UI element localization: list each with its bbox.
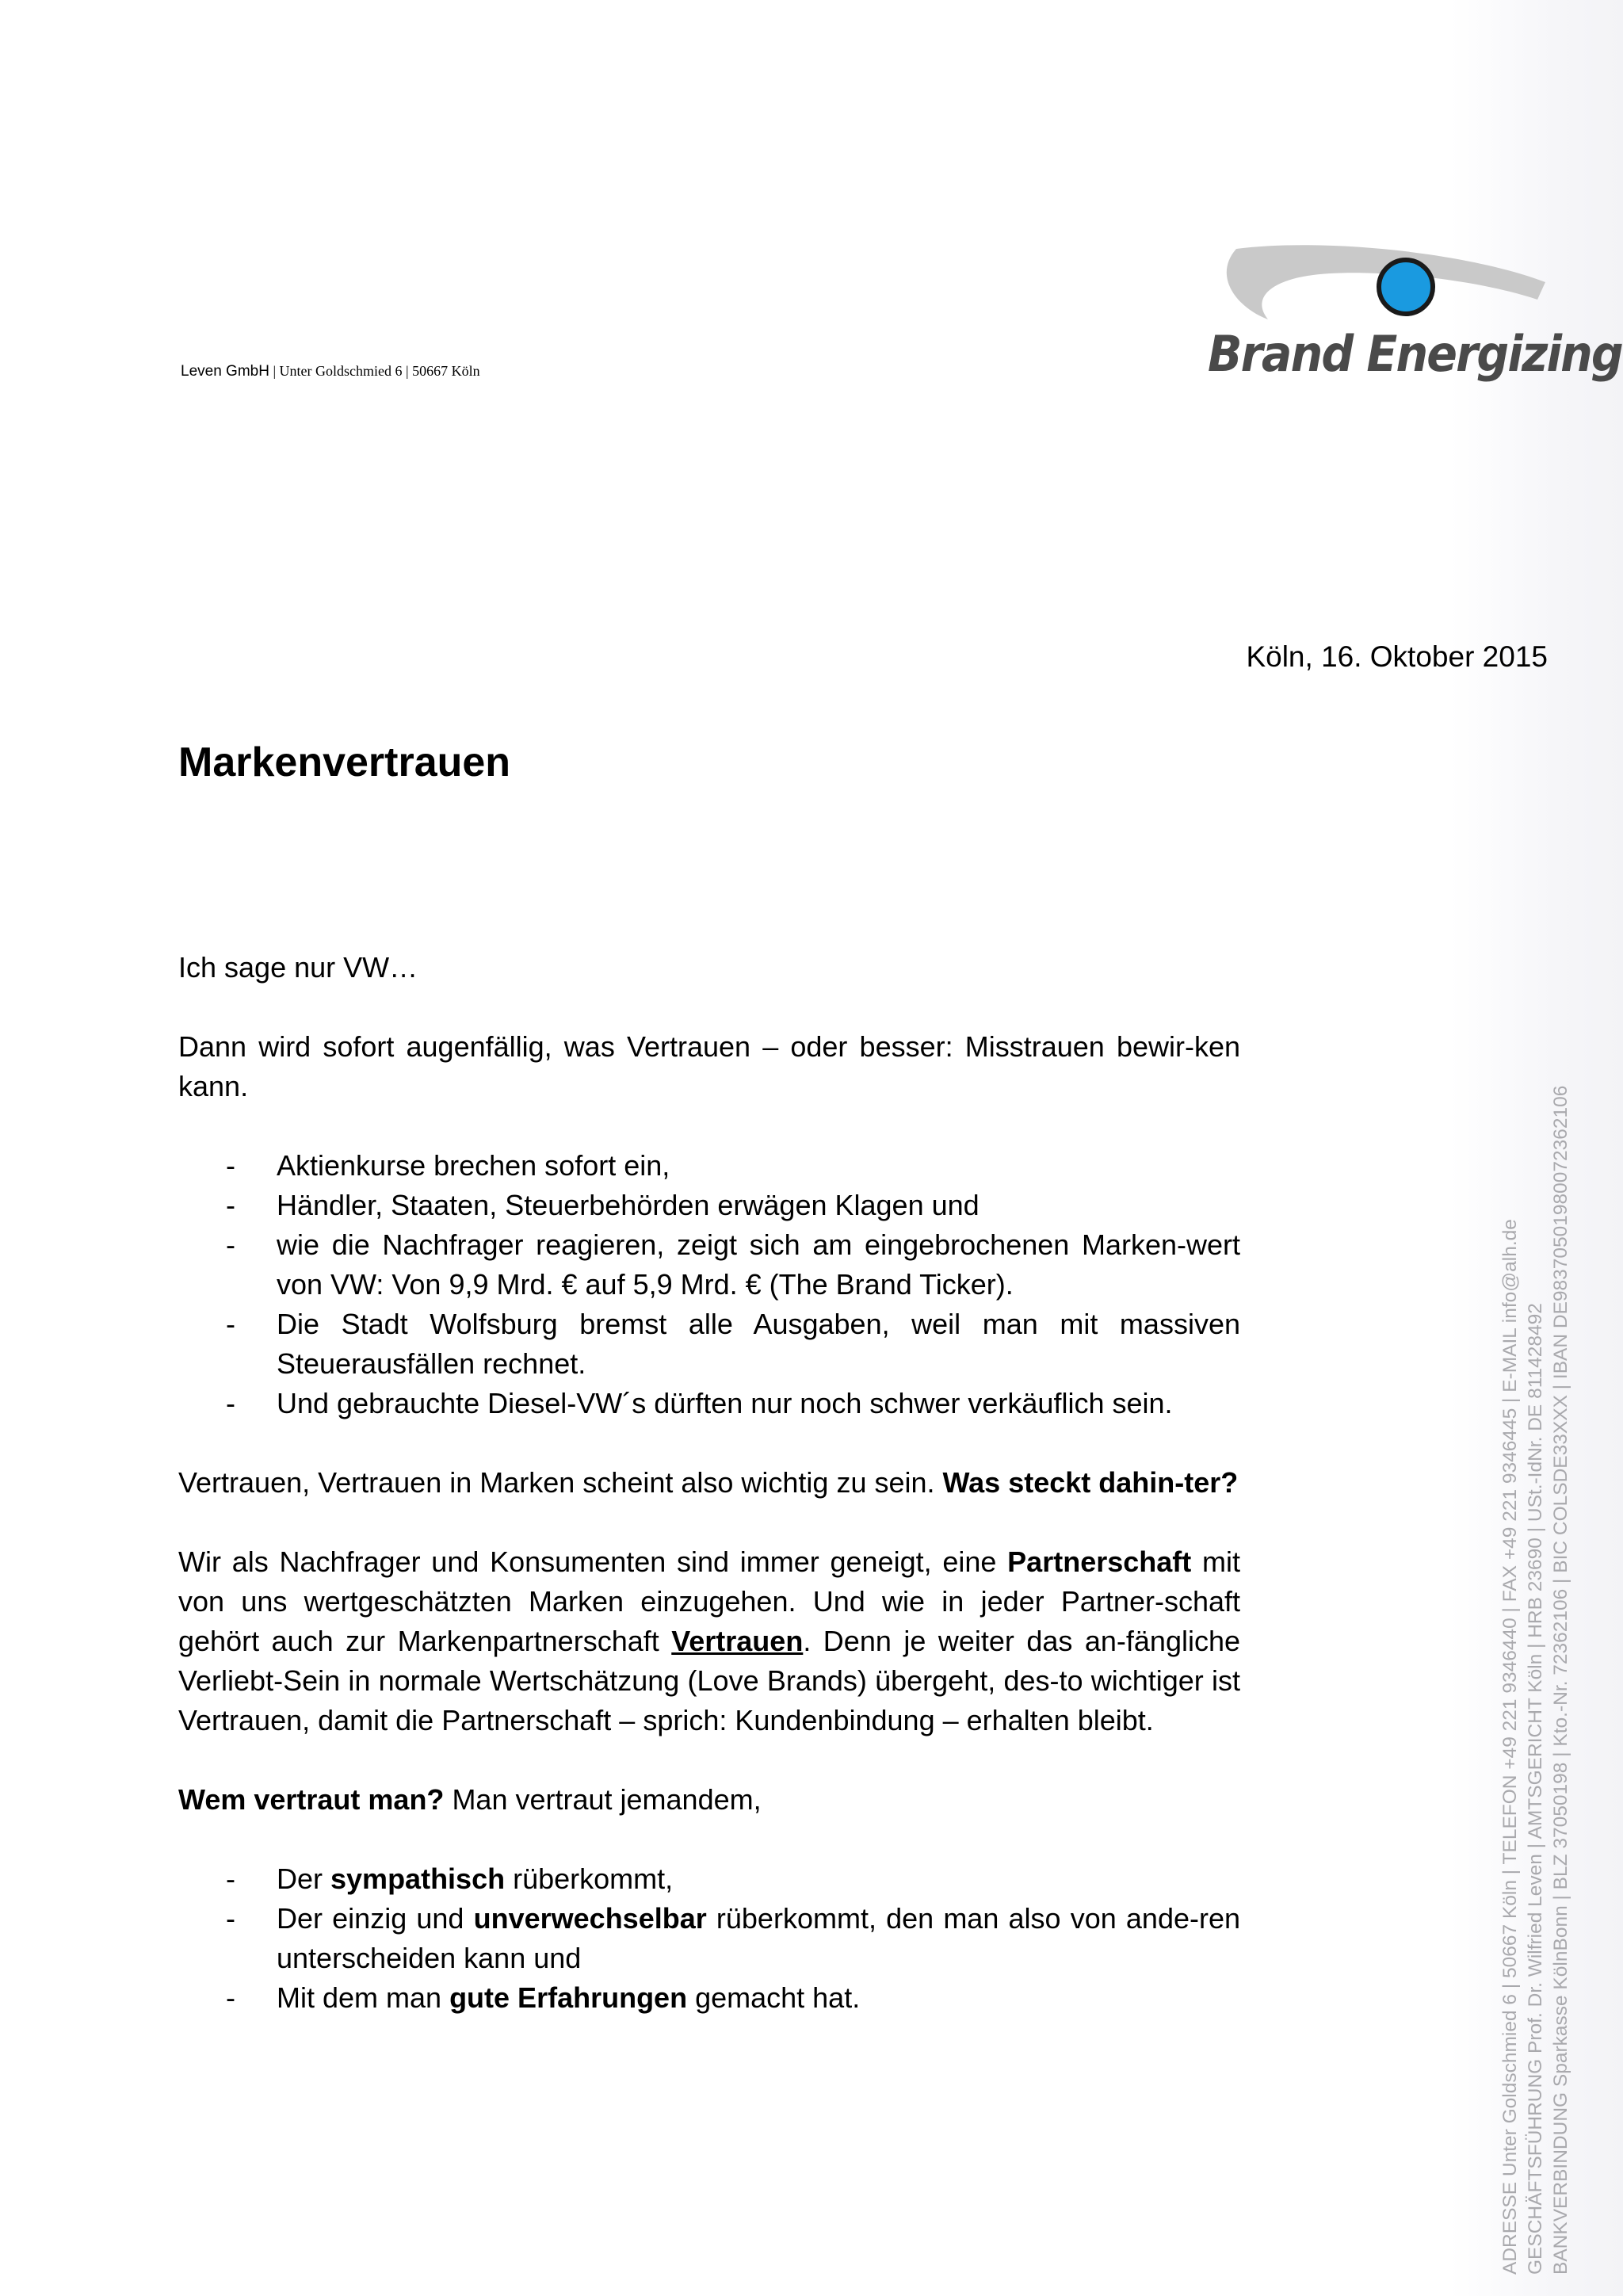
list-item: - Händler, Staaten, Steuerbehörden erwägen Klagen und [226, 1189, 980, 1221]
logo-dot [1379, 260, 1433, 314]
sender-address: | Unter Goldschmied 6 | 50667 Köln [269, 363, 480, 379]
trust-criteria-list [178, 1859, 1240, 2018]
list-item: - Der sympathisch rüberkommt, [226, 1862, 674, 1895]
bold-question: Was steckt dahin-ter? [942, 1466, 1239, 1499]
letter-date: Köln, 16. Oktober 2015 [1246, 640, 1548, 673]
underlined-vertrauen: Vertrauen [671, 1625, 804, 1657]
footer-bank-line: BANKVERBINDUNG Sparkasse KölnBonn | BLZ 37050198 | Kto.-Nr. 72362106 | BIC COLSDE33XXX | IBAN DE98370501980072362106 [1550, 1085, 1571, 2275]
paragraph-intro: Ich sage nur VW… [178, 951, 418, 984]
sender-address-line [181, 363, 480, 380]
logo-wordmark: Brand Energizing [1208, 325, 1622, 383]
list-item: - Mit dem man gute Erfahrungen gemacht hat. [226, 1981, 861, 2014]
paragraph-partnerschaft: Wir als Nachfrager und Konsumenten sind immer geneigt, eine Partnerschaft mit von uns wertgeschätzten Marken einzugehen. Und wie in jeder Partner-schaft gehört auch zur Markenpartnerschaft Vertrauen. Denn je weiter das an-fängliche Verliebt-Sein in normale Wertschätzung (Love Brands) übergeht, des-to wichtiger ist Vertrauen, damit die Partnerschaft – sprich: Kundenbindung – erhalten bleibt. [178, 1545, 1241, 1736]
document-title: Markenvertrauen [178, 739, 511, 785]
letter-body [178, 948, 1240, 2018]
footer-company-info [1498, 1086, 1574, 2275]
list-item: - wie die Nachfrager reagieren, zeigt sich am eingebrochenen Marken-wert von VW: Von 9,9 Mrd. € auf 5,9 Mrd. € (The Brand Ticker). [226, 1228, 1240, 1301]
paragraph-misstrauen: Dann wird sofort augenfällig, was Vertrauen – oder besser: Misstrauen bewir-ken kann. [178, 1030, 1240, 1102]
paragraph-wichtig: Vertrauen, Vertrauen in Marken scheint also wichtig zu sein. Was steckt dahin-ter? [178, 1466, 1239, 1499]
footer-address-line: ADRESSE Unter Goldschmied 6 | 50667 Köln | TELEFON +49 221 9346440 | FAX +49 221 9346445 | E-MAIL info@alh.de [1499, 1219, 1521, 2275]
paragraph-wem-vertraut: Wem vertraut man? Man vertraut jemandem, [178, 1783, 762, 1816]
list-item: - Die Stadt Wolfsburg bremst alle Ausgaben, weil man mit massiven Steuerausfällen rechnet. [226, 1308, 1240, 1380]
list-item: - Aktienkurse brechen sofort ein, [226, 1149, 670, 1182]
sender-company: Leven GmbH [181, 363, 269, 380]
list-item: - Und gebrauchte Diesel-VW´s dürften nur noch schwer verkäuflich sein. [226, 1387, 1173, 1419]
list-item: - Der einzig und unverwechselbar rüberkommt, den man also von ande-ren unterscheiden kann und [226, 1902, 1241, 1974]
footer-management-line: GESCHÄFTSFÜHRUNG Prof. Dr. Wilfried Leven | AMTSGERICHT Köln | HRB 23690 | USt.-IdNr. DE 811428492 [1525, 1303, 1546, 2275]
consequences-list [178, 1146, 1240, 1423]
